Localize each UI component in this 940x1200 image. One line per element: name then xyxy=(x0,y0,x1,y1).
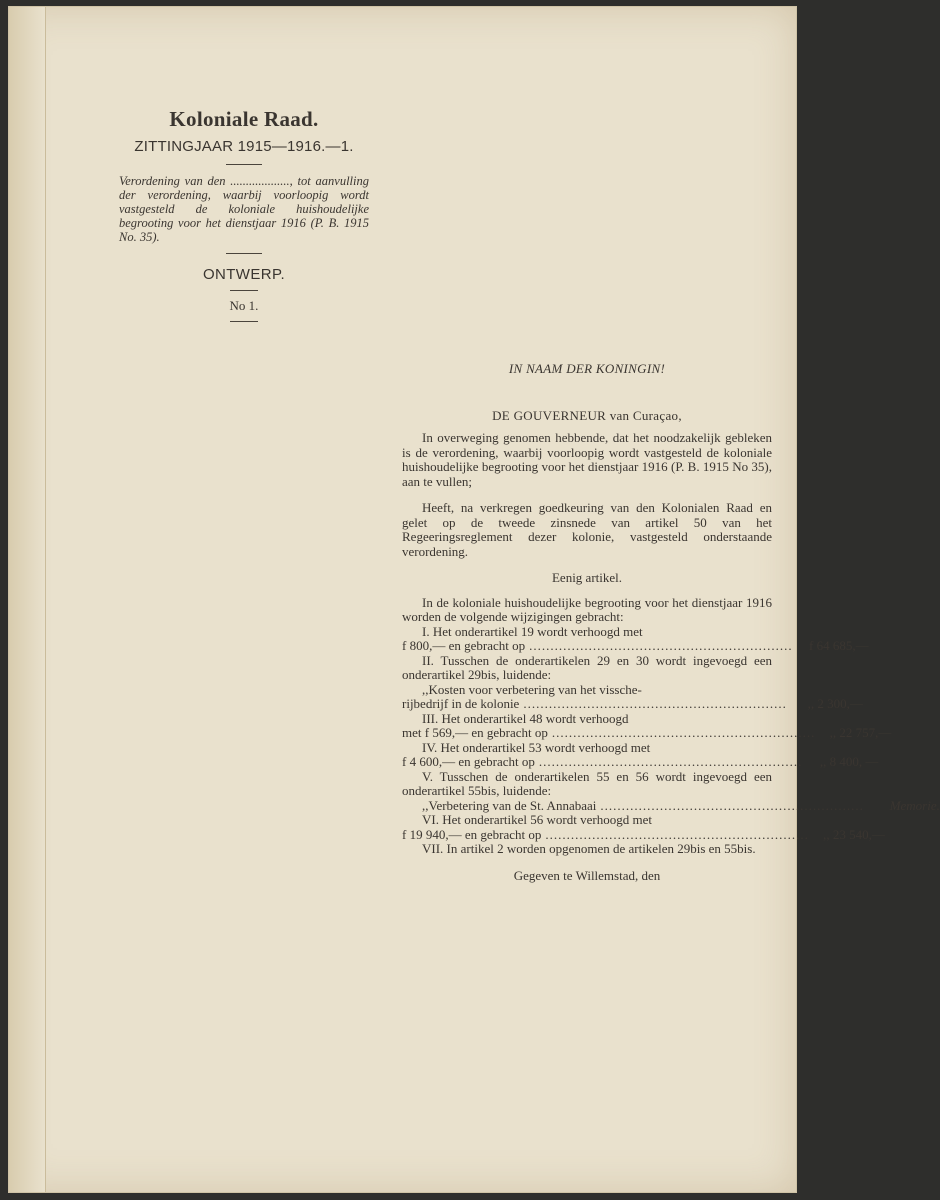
divider xyxy=(226,253,262,254)
article-intro: In de koloniale huishoudelijke begrooting voor het dienstjaar 1916 worden de volgende wijzigingen gebracht: xyxy=(402,594,772,624)
item-iv-text: IV. Het onderartikel 53 wordt verhoogd met xyxy=(422,739,651,755)
given-at: Gegeven te Willemstad, den xyxy=(513,867,661,883)
item-ii-text: II. Tusschen de onderartikelen 29 en 30 wordt ingevoegd een onderartikel 29bis, luidende: xyxy=(402,652,772,682)
whereas-paragraph: In overweging genomen hebbende, dat het noodzakelijk gebleken is de verordening, waarbij voorloopig wordt vastgesteld de koloniale huishoudelijke begrooting voor het dienstjaar 1916 (P. B. 1915 No 35), aan te vullen; xyxy=(402,430,772,489)
leader-dots: .............................................................. xyxy=(600,797,864,813)
ordinance-body xyxy=(402,361,940,883)
approval-paragraph: Heeft, na verkregen goedkeuring van den Kolonialen Raad en gelet op de tweede zinsnede van artikel 50 van het Regeeringsreglement dezer kolonie, vastgesteld onderstaande verordening. xyxy=(402,500,772,559)
item-v-text: V. Tusschen de onderartikelen 55 en 56 wordt ingevoegd een onderartikel 55bis, luidende: xyxy=(402,768,772,798)
item-iii-amount: ,, 22 757,— xyxy=(829,725,892,740)
item-ii-quote-start: ,,Kosten voor verbetering van het vissche- xyxy=(422,681,642,697)
divider xyxy=(230,321,258,322)
item-ii-amount: ,, 2 300,— xyxy=(807,696,863,711)
item-vi-label: f 19 940,— en gebracht op xyxy=(402,826,542,842)
council-title: Koloniale Raad. xyxy=(169,107,319,131)
item-v-line xyxy=(402,797,940,814)
leader-dots: .............................................................. xyxy=(523,696,787,711)
page-edge xyxy=(9,7,46,1192)
governor-heading: DE GOUVERNEUR van Curaçao, xyxy=(492,407,682,423)
article-heading: Eenig artikel. xyxy=(551,570,623,585)
document-page xyxy=(8,6,940,1193)
item-i-line xyxy=(402,638,869,654)
item-ii-label: rijbedrijf in de kolonie xyxy=(402,696,520,711)
leader-dots: .............................................................. xyxy=(529,638,793,653)
item-vi-line xyxy=(402,826,885,843)
draft-label: ONTWERP. xyxy=(202,266,286,283)
draft-number: No 1. xyxy=(229,298,259,313)
item-iii-label: met f 569,— en gebracht op xyxy=(402,725,548,740)
divider xyxy=(230,290,258,291)
item-iv-amount: ,, 8 400, — xyxy=(819,754,879,769)
item-iii-line xyxy=(402,725,892,741)
ordinance-description: Verordening van den ..................., tot aanvulling der verordening, waarbij voorloopig wordt vastgesteld de koloniale huishoudelijke begrooting voor het dienstjaar 1916 (P. B. 1915 No. 35). xyxy=(119,174,369,244)
item-iii-text: III. Het onderartikel 48 wordt verhoogd xyxy=(422,710,629,726)
item-iv-line xyxy=(402,754,879,770)
item-iv-label: f 4 600,— en gebracht op xyxy=(402,754,535,769)
item-ii-line xyxy=(402,696,863,712)
item-vii-text: VII. In artikel 2 worden opgenomen de artikelen 29bis en 55bis. xyxy=(422,841,756,856)
divider xyxy=(226,164,262,165)
item-i-text: I. Het onderartikel 19 wordt verhoogd met xyxy=(422,623,643,639)
item-vi-text: VI. Het onderartikel 56 wordt verhoogd met xyxy=(422,812,652,827)
item-v-label: ,,Verbetering van de St. Annabaai xyxy=(422,797,597,813)
invocation: IN NAAM DER KONINGIN! xyxy=(508,361,666,376)
leader-dots: .............................................................. xyxy=(551,725,816,740)
item-i-label: f 800,— en gebracht op xyxy=(402,638,526,653)
leader-dots: .............................................................. xyxy=(545,826,809,842)
item-vi-amount: ,, 23 540,— xyxy=(823,826,885,842)
leader-dots: .............................................................. xyxy=(538,754,803,769)
item-v-amount: Memorie. xyxy=(889,797,940,813)
document-header xyxy=(119,107,369,329)
session-year: ZITTINGJAAR 1915—1916.—1. xyxy=(134,138,354,155)
item-i-amount: f 64 685,— xyxy=(809,638,869,653)
